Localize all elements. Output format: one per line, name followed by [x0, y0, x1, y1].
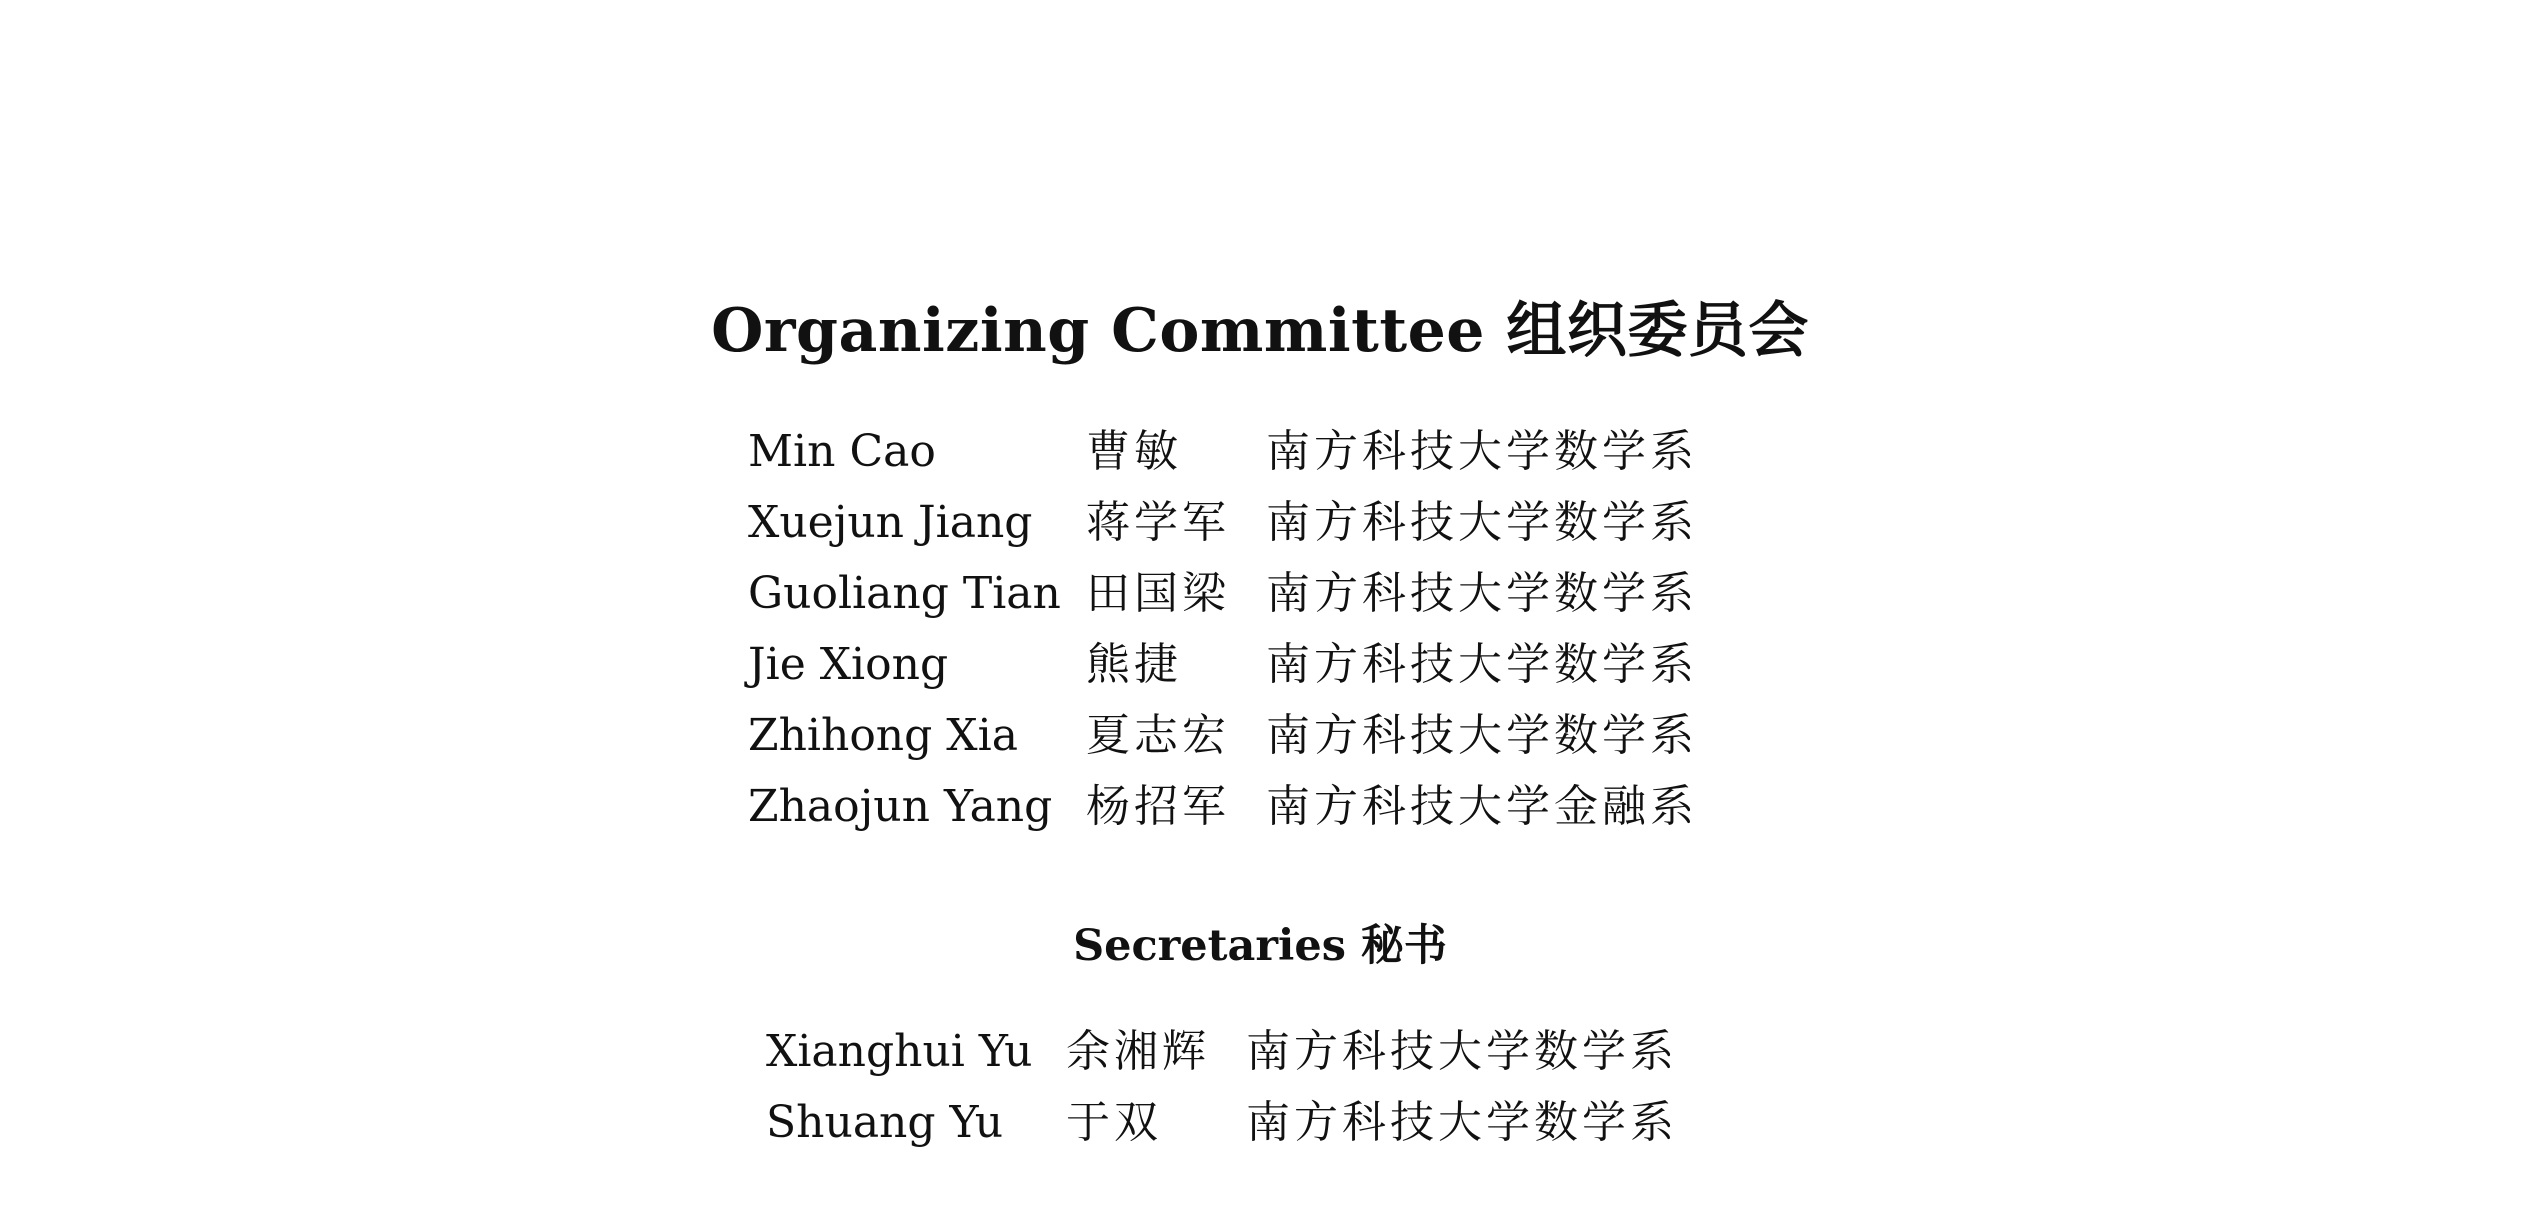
table-row — [748, 558, 1698, 629]
member-department: 南方科技大学数学系 — [1266, 497, 1698, 548]
member-name: Jie Xiong — [748, 639, 949, 690]
member-department: 南方科技大学数学系 — [1266, 710, 1698, 761]
table-row — [748, 487, 1698, 558]
member-chinese-name: 熊捷 — [1086, 639, 1182, 690]
secretaries-table — [766, 1016, 1678, 1158]
member-chinese-name: 曹敏 — [1086, 426, 1182, 477]
member-name: Zhaojun Yang — [748, 781, 1053, 832]
secretary-name: Xianghui Yu — [766, 1026, 1033, 1077]
member-name: Min Cao — [748, 426, 936, 477]
member-name: Guoliang Tian — [748, 568, 1061, 619]
member-department: 南方科技大学金融系 — [1266, 781, 1698, 832]
member-department: 南方科技大学数学系 — [1266, 426, 1698, 477]
member-chinese-name: 夏志宏 — [1086, 710, 1230, 761]
member-chinese-name: 蒋学军 — [1086, 497, 1230, 548]
table-row — [748, 629, 1698, 700]
member-name: Zhihong Xia — [748, 710, 1018, 761]
table-row — [748, 771, 1698, 842]
secretary-department: 南方科技大学数学系 — [1246, 1097, 1678, 1148]
secretary-department: 南方科技大学数学系 — [1246, 1026, 1678, 1077]
member-department: 南方科技大学数学系 — [1266, 568, 1698, 619]
page-title: Organizing Committee 组织委员会 — [711, 296, 1809, 366]
table-row — [766, 1016, 1678, 1087]
member-name: Xuejun Jiang — [748, 497, 1033, 548]
table-row — [748, 416, 1698, 487]
member-department: 南方科技大学数学系 — [1266, 639, 1698, 690]
committee-table — [748, 416, 1698, 842]
secretaries-title: Secretaries 秘书 — [1073, 921, 1447, 971]
table-row — [766, 1087, 1678, 1158]
member-chinese-name: 田国梁 — [1086, 568, 1230, 619]
table-row — [748, 700, 1698, 771]
secretary-chinese-name: 于双 — [1066, 1097, 1162, 1148]
secretary-chinese-name: 余湘辉 — [1066, 1026, 1210, 1077]
member-chinese-name: 杨招军 — [1086, 781, 1230, 832]
secretary-name: Shuang Yu — [766, 1097, 1004, 1148]
